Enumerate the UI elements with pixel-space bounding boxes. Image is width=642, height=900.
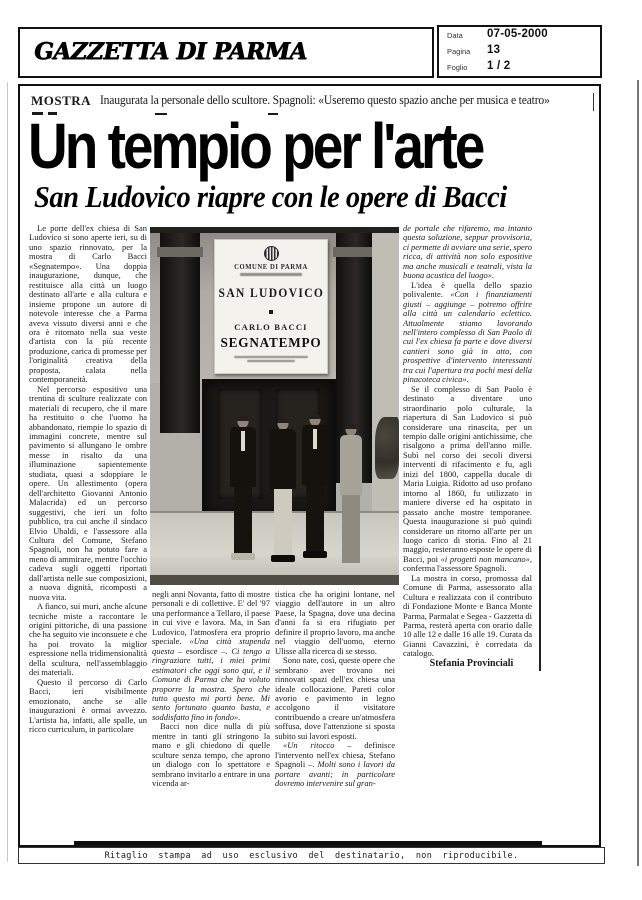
article-paragraph: Se il complesso di San Paolo è destinato a diventare uno straordinario polo culturale, la riapertura di San Ludovico si può considerare una rinascita, per un tempio dalle origini antichissime, che risalgono a prima dell'anno mille. Subì nel corso dei secoli diversi interventi di rifacimento e fu, agli inizi del 1800, cappella ducale di Maria Luigia. Ridotto ad uso profano intorno al 1860, fu utilizzato in maniere diverse ed ha ospitato in passato anche mostre temporanee. Questa inaugurazione si può quindi considerare un ritorno all'arte per un luogo carico di storia. Fino al 21 maggio, resteranno esposte le opere di Bacci, poi «i progetti non mancano», conferma l'assessore Spagnoli. (403, 383, 532, 574)
masthead-logo: GAZZETTA DI PARMA (34, 37, 307, 66)
banner-organization: COMUNE DI PARMA (234, 263, 308, 271)
banner-exhibition-title: SEGNATEMPO (220, 334, 322, 350)
article-column-1 (29, 224, 147, 842)
article-paragraph: «Un ritocco – definisce l'intervento nell'ex chiesa, Stefano Spagnoli –. Molti sono i lavori da portare avanti; in particolare dovremo intervenire sul gran- (275, 740, 395, 789)
kicker-separator (593, 93, 595, 111)
info-label: Pagina (447, 47, 471, 56)
person-legs (342, 495, 360, 563)
photo-foliage (375, 417, 399, 479)
article-column-4-paragraphs (403, 224, 532, 659)
article-paragraph: La mostra in corso, promossa dal Comune di Parma, assessorato alla Cultura e realizzata con il contributo di Fondazione Monte e Banca Monte Parma, Parmalat e Segea - Gazzetta di Parma, resterà aperta con orario dalle 10 alle 12 e dalle 16 alle 19. Curata da Gianni Cavazzini, è corredata da catalogo. (403, 572, 532, 659)
article-paragraph: tistica che ha origini lontane, nel viaggio dell'autore in un altro Paese, la Spagna, dove una decina d'anni fa si era rifugiato per definire il proprio lavoro, ma anche nel viaggio dell'uomo, eterno Ulisse alla ricerca di se stesso. (275, 590, 395, 656)
photo-bottom-shadow (150, 575, 399, 585)
person-legs (234, 487, 252, 555)
banner-blurred-line (240, 273, 302, 276)
person-silhouette-partial (338, 423, 364, 568)
article-paragraph: Bacci non dice nulla di più mentre in tanti gli stringono la mano e gli chiedono di quelle sculture senza tempo, che aprono un dialogo con lo spettatore e sembrano invitarlo a entrare in una vicenda ar- (152, 721, 270, 789)
article-paragraph: de portale che rifaremo, ma intanto questa soluzione, seppur provvisoria, ci permette di avviare una serie, spero ricca, di attività non solo espositive ma anche musicali e teatrali, vista la buona acustica del luogo». (403, 224, 532, 281)
article-paragraph: Questo il percorso di Carlo Bacci, ieri visibilmente emozionato, anche se alle inaugurazioni è ormai avvezzo. L'artista ha, infatti, alle spalle, un ricco curriculum, in particolare (29, 676, 147, 735)
kicker-text: Inaugurata la personale dello scultore. Spagnoli: «Useremo questo spazio anche per musica e teatro» (100, 93, 550, 107)
person-silhouette (300, 413, 330, 565)
person-torso (270, 429, 296, 489)
scan-info-box (437, 25, 602, 78)
article-paragraph: Le porte dell'ex chiesa di San Ludovico si sono aperte ieri, su di uno spazio rinnovato, per la mostra di Carlo Bacci «Segnatempo». Una doppia inaugurazione, dunque, che restituisce alla città un luogo destinato all'arte e alla cultura e insieme propone un autore di notevole interesse che a Parma aveva vissuto diversi anni e che ora è ritornato nella sua veste d'artista con la più recente produzione, carica di promesse per l'originalità creativa della proposta, calata nella contemporaneità. (29, 224, 147, 385)
info-row-data (439, 28, 600, 43)
info-label: Foglio (447, 63, 468, 72)
masthead-box (18, 27, 434, 78)
person-torso (340, 435, 362, 495)
person-shirt (241, 431, 245, 451)
scan-artifact-vertical-line (539, 546, 541, 671)
article-paragraph: Sono nate, così, queste opere che sembrano aver trovano nei rinnovati spazi dell'ex chiesa una ideale collocazione. Pareti color avorio e pavimento in legno accolgono il visitatore contribuendo a creare un'atmosfera soffusa, dove l'attenzione si sposta subito sui lavori esposti. (275, 655, 395, 741)
article-subheadline: San Ludovico riapre con le opere di Bacci (34, 181, 507, 215)
person-shoes (303, 551, 327, 558)
article-column-3 (275, 590, 395, 844)
footer-strip (18, 847, 605, 864)
article-headline: Un tempio per l'arte (28, 110, 483, 183)
info-value-date: 07-05-2000 (487, 28, 548, 40)
footer-disclaimer: Ritaglio stampa ad uso esclusivo del destinatario, non riproducibile. (104, 850, 519, 861)
info-value-sheet: 1 / 2 (487, 60, 511, 72)
person-shirt (313, 429, 317, 449)
photo-capital (157, 247, 203, 257)
kicker-label: MOSTRA (31, 93, 92, 108)
person-shoes (231, 553, 255, 560)
info-row-sheet (439, 60, 600, 75)
byline: Stefania Provinciali (429, 657, 514, 669)
article-frame (18, 84, 601, 847)
scan-edge-left (7, 82, 8, 862)
article-paragraph: A fianco, sui muri, anche alcune tecniche miste a raccontare le origini pittoriche, di una passione che ha seguito vie inconsuete e che ha poi trovato la miglior espressione nella tridimensionalità della scultura, nell'assemblaggio dei materiali. (29, 601, 147, 678)
exhibition-banner (214, 239, 328, 374)
info-value-page: 13 (487, 44, 501, 56)
banner-blurred-line (234, 356, 308, 359)
info-label: Data (447, 31, 463, 40)
person-silhouette (228, 415, 258, 565)
article-column-4 (403, 224, 532, 846)
article-paragraph: Nel percorso espositivo una trentina di sculture realizzate con materiali di recupero, che il mare ha restituito o che l'uomo ha abbandonato, riempie lo spazio di immagini concrete, mentre sul pavimento si allungano le ombre messe in risalto da una illuminazione sapientemente studiata, quasi a sdoppiare le opere. Un allestimento (opera dell'architetto Giovanni Antonio Malacrida) ed un percorso suggestivi, che ieri un folto pubblico, tra cui anche il sindaco Elvio Ubaldi, e l'assessore alla Cultura del Comune, Stefano Spagnoli, non ha potuto fare a meno di ammirare, mentre l'occhio cadeva sugli oggetti riportati dall'artista nelle sue composizioni, a nuova dignità, ricomposti a nuova vita. (29, 383, 147, 602)
banner-bullet-icon (269, 310, 273, 314)
article-photo (150, 227, 399, 585)
kicker-row (20, 91, 599, 111)
person-legs (274, 489, 292, 557)
article-paragraph: L'idea è quella dello spazio polivalente. «Con i finanziamenti giusti – aggiunge – potremo offrire alla città un calendario eclettico. Attualmente stiamo lavorando nell'intero complesso di San Paolo di cui l'ex chiesa fa parte e dove diversi cantieri sono già in atto, con prospettive d'intervento interessanti tra cui l'apertura tra pochi mesi della pinacoteca civica». (403, 279, 532, 385)
article-paragraph: negli anni Novanta, fatto di mostre personali e di collettive. E' del '97 una performance a Tellaro, il paese in cui vive e lavora. Ma, in San Ludovico, l'atmosfera era proprio speciale. «Una città stupenda questa – esordisce –. Ci tengo a ringraziare tutti, i miei primi estimatori che oggi sono qui, e il Comune di Parma che ha voluto proporre la mostra. Spero che tutto questo mi porti bene. Mi sento fortunato quanto basta, e soddisfatto fino in fondo». (152, 590, 270, 722)
person-silhouette (268, 417, 298, 567)
person-shoes (271, 555, 295, 562)
comune-di-parma-logo-icon (264, 246, 279, 261)
banner-venue: SAN LUDOVICO (218, 285, 325, 300)
banner-blurred-line (247, 360, 295, 362)
article-column-2 (152, 590, 270, 844)
person-legs (306, 485, 324, 553)
info-row-page (439, 44, 600, 59)
photo-side-wall (372, 233, 399, 523)
photo-pilaster-left (160, 233, 200, 433)
banner-artist: CARLO BACCI (234, 321, 308, 332)
scan-edge-right (637, 80, 639, 866)
footer-heavy-rule (74, 841, 542, 845)
